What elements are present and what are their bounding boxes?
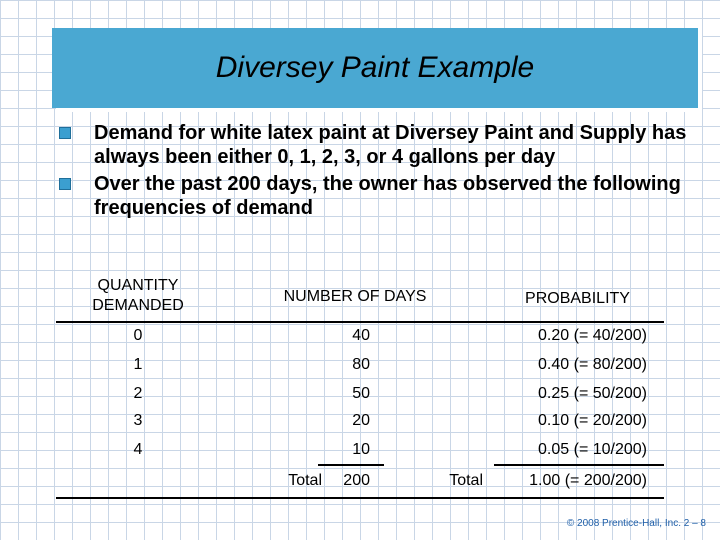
days-cell: 50 — [352, 385, 370, 402]
total-probability-value: 1.00 (= 200/200) — [529, 472, 647, 489]
quantity-cell: 0 — [133, 327, 143, 344]
square-bullet-icon — [59, 178, 71, 190]
total-days-value: 200 — [343, 472, 370, 489]
bullet-item — [50, 172, 690, 220]
days-cell: 80 — [352, 356, 370, 373]
probability-cell: 0.20 (= 40/200) — [538, 327, 647, 344]
total-days-label: Total — [288, 472, 322, 489]
slide-title: Diversey Paint Example — [215, 51, 535, 84]
header-quantity-line1: QUANTITY — [97, 277, 179, 294]
header-probability: PROBABILITY — [525, 290, 630, 307]
copyright-footer: © 2008 Prentice-Hall, Inc. 2 – 8 — [566, 518, 706, 529]
days-sum-rule — [318, 464, 384, 466]
square-bullet-icon — [59, 127, 71, 139]
probability-cell: 0.10 (= 20/200) — [538, 412, 647, 429]
probability-cell: 0.25 (= 50/200) — [538, 385, 647, 402]
bullet-text: Demand for white latex paint at Diversey Paint and Supply has always been either 0, 1, 2, 3, or 4 gallons per day — [94, 122, 687, 168]
header-quantity-line2: DEMANDED — [92, 297, 184, 314]
bullet-text: Over the past 200 days, the owner has observed the following frequencies of demand — [94, 173, 681, 219]
total-probability-label: Total — [449, 472, 483, 489]
days-cell: 40 — [352, 327, 370, 344]
header-rule — [56, 321, 664, 323]
header-quantity — [58, 276, 218, 316]
probability-sum-rule — [494, 464, 664, 466]
bullet-list — [50, 121, 690, 223]
quantity-cell: 1 — [133, 356, 143, 373]
quantity-cell: 4 — [133, 441, 143, 458]
days-cell: 20 — [352, 412, 370, 429]
quantity-cell: 2 — [133, 385, 143, 402]
probability-cell: 0.05 (= 10/200) — [538, 441, 647, 458]
days-cell: 10 — [352, 441, 370, 458]
quantity-cell: 3 — [133, 412, 143, 429]
bottom-rule — [56, 497, 664, 499]
frequency-table — [0, 270, 720, 510]
probability-cell: 0.40 (= 80/200) — [538, 356, 647, 373]
title-banner — [52, 28, 698, 108]
header-days: NUMBER OF DAYS — [283, 288, 427, 305]
bullet-item — [50, 121, 690, 169]
